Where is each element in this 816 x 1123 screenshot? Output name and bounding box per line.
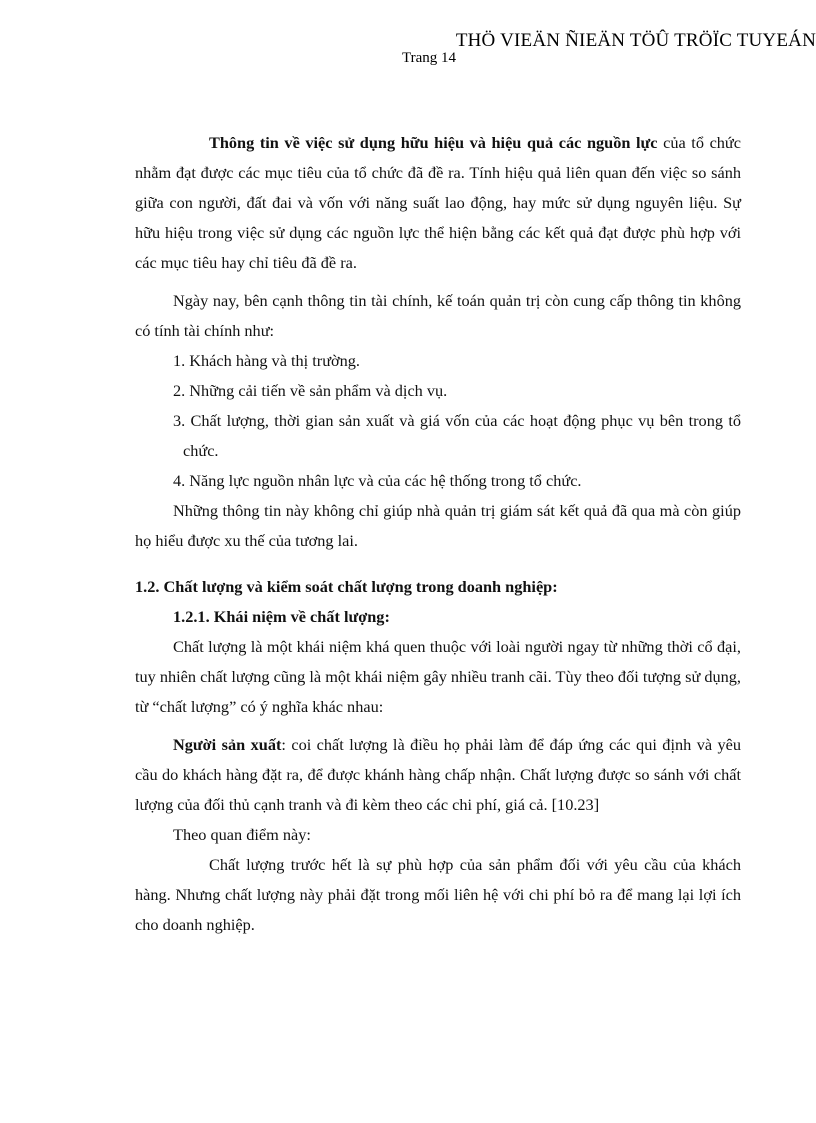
paragraph-resources [135, 128, 741, 278]
section-heading: 1.2. Chất lượng và kiểm soát chất lượng trong doanh nghiệp: [135, 577, 558, 596]
paragraph-nonfinancial-intro: Ngày nay, bên cạnh thông tin tài chính, kế toán quản trị còn cung cấp thông tin không có tính tài chính như: [135, 291, 741, 340]
paragraph-future-trends: Những thông tin này không chỉ giúp nhà quản trị giám sát kết quả đã qua mà còn giúp họ hiểu được xu thế của tương lai. [135, 501, 741, 550]
page-number: Trang 14 [402, 50, 457, 66]
producer-label: Người sản xuất [173, 735, 282, 754]
subsection-heading: 1.2.1. Khái niệm về chất lượng: [173, 607, 390, 626]
list-item: 3. Chất lượng, thời gian sản xuất và giá vốn của các hoạt động phục vụ bên trong tổ chức. [173, 411, 741, 460]
paragraph-viewpoint: Theo quan điểm này: [173, 825, 311, 844]
paragraph-quality-definition: Chất lượng trước hết là sự phù hợp của sản phẩm đối với yêu cầu của khách hàng. Nhưng chất lượng này phải đặt trong mối liên hệ với chi phí bỏ ra để mang lại lợi ích cho doanh nghiệp. [135, 855, 741, 934]
paragraph-resources-bold: Thông tin về việc sử dụng hữu hiệu và hiệu quả các nguồn lực [209, 133, 658, 152]
document-body [135, 128, 741, 940]
list-item: 4. Năng lực nguồn nhân lực và của các hệ thống trong tổ chức. [173, 471, 582, 490]
paragraph-resources-text: của tổ chức nhằm đạt được các mục tiêu của tổ chức đã đề ra. Tính hiệu quả liên quan đến việc so sánh giữa con người, đất đai và vốn với năng suất lao động, hay mức sử dụng nguyên liệu. Sự hữu hiệu trong việc sử dụng các nguồn lực thể hiện bằng các kết quả đạt được phù hợp với các mục tiêu hay chỉ tiêu đã đề ra. [135, 133, 741, 272]
list-item: 1. Khách hàng và thị trường. [173, 351, 360, 370]
paragraph-producer-view [135, 730, 741, 820]
site-watermark: THÖ VIEÄN ÑIEÄN TÖÛ TRÖÏC TUYEÁN [455, 30, 816, 51]
producer-text: : coi chất lượng là điều họ phải làm để đáp ứng các qui định và yêu cầu do khách hàng đặt ra, để được khánh hàng chấp nhận. Chất lượng được so sánh với chất lượng của đối thủ cạnh tranh và đi kèm theo các chi phí, giá cả. [10.23] [135, 735, 742, 814]
list-item: 2. Những cải tiến về sản phẩm và dịch vụ. [173, 381, 448, 400]
paragraph-quality-concept: Chất lượng là một khái niệm khá quen thuộc với loài người ngay từ những thời cổ đại, tuy nhiên chất lượng cũng là một khái niệm gây nhiều tranh cãi. Tùy theo đối tượng sử dụng, từ “chất lượng” có ý nghĩa khác nhau: [135, 637, 741, 716]
